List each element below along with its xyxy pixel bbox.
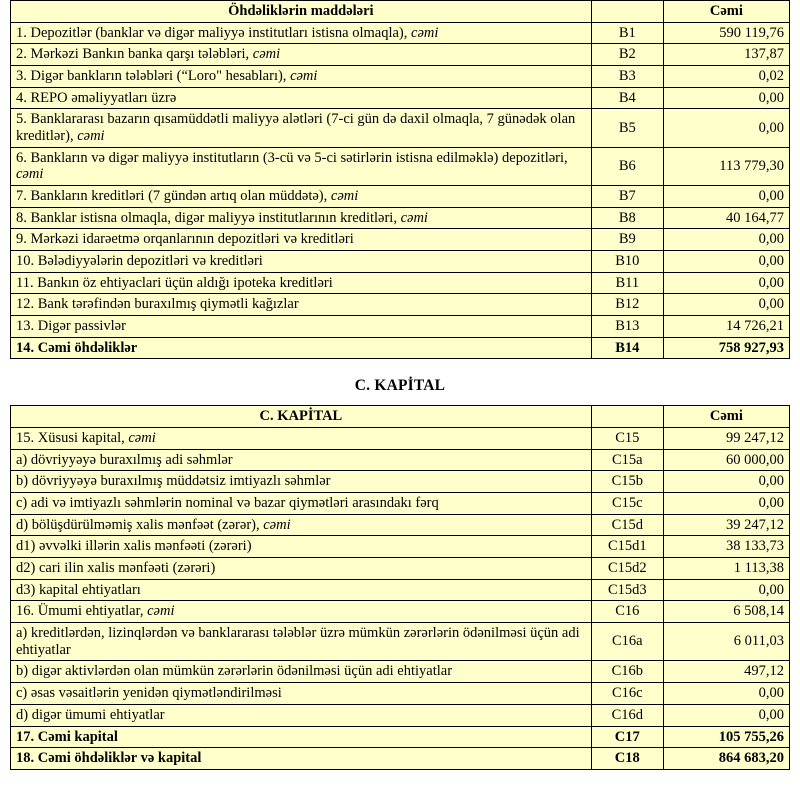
row-total: 6 011,03 bbox=[663, 623, 789, 661]
row-label: 15. Xüsusi kapital, cəmi bbox=[11, 428, 592, 450]
row-total: 0,00 bbox=[663, 683, 789, 705]
row-total: 758 927,93 bbox=[663, 337, 789, 359]
table-row bbox=[11, 251, 790, 273]
row-total: 1 113,38 bbox=[663, 558, 789, 580]
table-row bbox=[11, 471, 790, 493]
table-row bbox=[11, 428, 790, 450]
row-label-italic: cəmi bbox=[263, 516, 291, 533]
table-row bbox=[11, 623, 790, 661]
row-code: B3 bbox=[591, 66, 663, 88]
row-total: 0,00 bbox=[663, 87, 789, 109]
row-label-italic: cəmi bbox=[16, 166, 44, 183]
row-label-italic: cəmi bbox=[128, 430, 156, 447]
capital-table-head bbox=[11, 406, 790, 428]
row-label: 4. REPO əməliyyatları üzrə bbox=[11, 87, 592, 109]
row-total: 137,87 bbox=[663, 44, 789, 66]
row-label: 18. Cəmi öhdəliklər və kapital bbox=[11, 748, 592, 770]
row-total: 14 726,21 bbox=[663, 316, 789, 338]
table-row bbox=[11, 207, 790, 229]
row-code: C18 bbox=[591, 748, 663, 770]
row-label: 3. Digər bankların tələbləri (“Loro" hesabları), cəmi bbox=[11, 66, 592, 88]
table-row bbox=[11, 748, 790, 770]
capital-section-title: C. KAPİTAL bbox=[354, 377, 446, 395]
row-label-italic: cəmi bbox=[252, 46, 281, 63]
row-label: d) bölüşdürülməmiş xalis mənfəət (zərər), cəmi bbox=[11, 514, 592, 536]
row-total: 0,00 bbox=[663, 471, 789, 493]
table-row bbox=[11, 87, 790, 109]
row-total: 0,00 bbox=[663, 251, 789, 273]
row-code: C15a bbox=[591, 449, 663, 471]
table-row bbox=[11, 44, 790, 66]
row-label: 5. Banklararası bazarın qısamüddətli maliyyə alətləri (7-ci gün də daxil olmaqla, 7 günədək olan kreditlər), cəmi bbox=[11, 109, 592, 147]
row-label: 2. Mərkəzi Bankın banka qarşı tələbləri, cəmi bbox=[11, 44, 592, 66]
table-row bbox=[11, 601, 790, 623]
row-total: 0,00 bbox=[663, 493, 789, 515]
row-total: 497,12 bbox=[663, 661, 789, 683]
row-code: B8 bbox=[591, 207, 663, 229]
row-code: C17 bbox=[591, 726, 663, 748]
liabilities-header-label: Öhdəliklərin maddələri bbox=[11, 1, 592, 23]
table-row bbox=[11, 536, 790, 558]
row-total: 0,00 bbox=[663, 186, 789, 208]
row-label: d1) əvvəlki illərin xalis mənfəəti (zərəri) bbox=[11, 536, 592, 558]
table-row bbox=[11, 449, 790, 471]
table-row bbox=[11, 337, 790, 359]
row-code: B2 bbox=[591, 44, 663, 66]
row-label: 8. Banklar istisna olmaqla, digər maliyyə institutlarının kreditləri, cəmi bbox=[11, 207, 592, 229]
table-row bbox=[11, 316, 790, 338]
row-label: d2) cari ilin xalis mənfəəti (zərəri) bbox=[11, 558, 592, 580]
table-row bbox=[11, 147, 790, 185]
row-label-italic: cəmi bbox=[411, 24, 439, 41]
table-row bbox=[11, 109, 790, 147]
row-total: 60 000,00 bbox=[663, 449, 789, 471]
liabilities-table-body bbox=[11, 22, 790, 359]
row-code: C15 bbox=[591, 428, 663, 450]
capital-header-label: C. KAPİTAL bbox=[11, 406, 592, 428]
table-row bbox=[11, 514, 790, 536]
row-code: C16d bbox=[591, 704, 663, 726]
row-label: 7. Bankların kreditləri (7 gündən artıq olan müddətə), cəmi bbox=[11, 186, 592, 208]
liabilities-table-wrapper bbox=[10, 0, 790, 359]
row-total: 0,00 bbox=[663, 579, 789, 601]
row-label: 6. Bankların və digər maliyyə institutların (3-cü və 5-ci sətirlərin istisna edilməklə) depozitləri, cəmi bbox=[11, 147, 592, 185]
row-label: 11. Bankın öz ehtiyaclari üçün aldığı ipoteka kreditləri bbox=[11, 272, 592, 294]
row-label: a) dövriyyəyə buraxılmış adi səhmlər bbox=[11, 449, 592, 471]
table-header-row bbox=[11, 1, 790, 23]
row-code: B14 bbox=[591, 337, 663, 359]
row-label: 17. Cəmi kapital bbox=[11, 726, 592, 748]
row-total: 99 247,12 bbox=[663, 428, 789, 450]
row-total: 0,02 bbox=[663, 66, 789, 88]
row-label-italic: cəmi bbox=[147, 603, 175, 620]
row-label: 14. Cəmi öhdəliklər bbox=[11, 337, 592, 359]
capital-header-code bbox=[591, 406, 663, 428]
row-total: 0,00 bbox=[663, 229, 789, 251]
row-label-italic: cəmi bbox=[400, 209, 428, 226]
row-total: 105 755,26 bbox=[663, 726, 789, 748]
table-row bbox=[11, 661, 790, 683]
row-total: 0,00 bbox=[663, 294, 789, 316]
row-total: 113 779,30 bbox=[663, 147, 789, 185]
liabilities-header-total: Cəmi bbox=[663, 1, 789, 23]
capital-table-body bbox=[11, 428, 790, 770]
row-label: 1. Depozitlər (banklar və digər maliyyə institutları istisna olmaqla), cəmi bbox=[11, 22, 592, 44]
row-code: B1 bbox=[591, 22, 663, 44]
row-label: 10. Bələdiyyələrin depozitləri və kreditləri bbox=[11, 251, 592, 273]
liabilities-table-head bbox=[11, 1, 790, 23]
row-label: c) adi və imtiyazlı səhmlərin nominal və bazar qiymətləri arasındakı fərq bbox=[11, 493, 592, 515]
capital-table-wrapper bbox=[10, 405, 790, 769]
row-code: B7 bbox=[591, 186, 663, 208]
capital-table bbox=[10, 405, 790, 769]
row-code: B9 bbox=[591, 229, 663, 251]
capital-header-total: Cəmi bbox=[663, 406, 789, 428]
table-row bbox=[11, 186, 790, 208]
row-label-italic: cəmi bbox=[77, 128, 105, 145]
row-total: 864 683,20 bbox=[663, 748, 789, 770]
table-row bbox=[11, 493, 790, 515]
liabilities-header-code bbox=[591, 1, 663, 23]
row-label: b) dövriyyəyə buraxılmış müddətsiz imtiyazlı səhmlər bbox=[11, 471, 592, 493]
table-row bbox=[11, 579, 790, 601]
row-code: B11 bbox=[591, 272, 663, 294]
row-code: B13 bbox=[591, 316, 663, 338]
row-code: C16b bbox=[591, 661, 663, 683]
row-total: 0,00 bbox=[663, 109, 789, 147]
liabilities-table bbox=[10, 0, 790, 359]
row-label: 9. Mərkəzi idarəetmə orqanlarının depozitləri və kreditləri bbox=[11, 229, 592, 251]
row-total: 39 247,12 bbox=[663, 514, 789, 536]
row-label: d) digər ümumi ehtiyatlar bbox=[11, 704, 592, 726]
row-code: C16a bbox=[591, 623, 663, 661]
row-code: B6 bbox=[591, 147, 663, 185]
row-label: 12. Bank tərəfindən buraxılmış qiymətli kağızlar bbox=[11, 294, 592, 316]
row-label: a) kreditlərdən, lizinqlərdən və banklararası tələblər üzrə mümkün zərərlərin ödənilməsi üçün adi ehtiyatlar bbox=[11, 623, 592, 661]
row-label: 13. Digər passivlər bbox=[11, 316, 592, 338]
row-code: B5 bbox=[591, 109, 663, 147]
row-label: c) əsas vəsaitlərin yenidən qiymətləndirilməsi bbox=[11, 683, 592, 705]
row-total: 40 164,77 bbox=[663, 207, 789, 229]
row-label-italic: cəmi bbox=[290, 68, 318, 85]
row-code: C15d bbox=[591, 514, 663, 536]
row-label: d3) kapital ehtiyatları bbox=[11, 579, 592, 601]
table-row bbox=[11, 272, 790, 294]
row-code: B4 bbox=[591, 87, 663, 109]
row-code: B10 bbox=[591, 251, 663, 273]
row-total: 0,00 bbox=[663, 272, 789, 294]
table-row bbox=[11, 294, 790, 316]
table-row bbox=[11, 229, 790, 251]
row-code: C15b bbox=[591, 471, 663, 493]
row-label: b) digər aktivlərdən olan mümkün zərərlərin ödənilməsi üçün adi ehtiyatlar bbox=[11, 661, 592, 683]
table-row bbox=[11, 558, 790, 580]
row-label: 16. Ümumi ehtiyatlar, cəmi bbox=[11, 601, 592, 623]
row-code: C16c bbox=[591, 683, 663, 705]
row-total: 38 133,73 bbox=[663, 536, 789, 558]
row-code: B12 bbox=[591, 294, 663, 316]
row-code: C15d3 bbox=[591, 579, 663, 601]
row-code: C15d1 bbox=[591, 536, 663, 558]
row-code: C15d2 bbox=[591, 558, 663, 580]
table-header-row bbox=[11, 406, 790, 428]
row-label-italic: cəmi bbox=[330, 188, 359, 205]
table-row bbox=[11, 726, 790, 748]
table-row bbox=[11, 66, 790, 88]
row-total: 590 119,76 bbox=[663, 22, 789, 44]
row-code: C15c bbox=[591, 493, 663, 515]
table-row bbox=[11, 704, 790, 726]
row-total: 6 508,14 bbox=[663, 601, 789, 623]
table-row bbox=[11, 683, 790, 705]
row-total: 0,00 bbox=[663, 704, 789, 726]
table-row bbox=[11, 22, 790, 44]
row-code: C16 bbox=[591, 601, 663, 623]
